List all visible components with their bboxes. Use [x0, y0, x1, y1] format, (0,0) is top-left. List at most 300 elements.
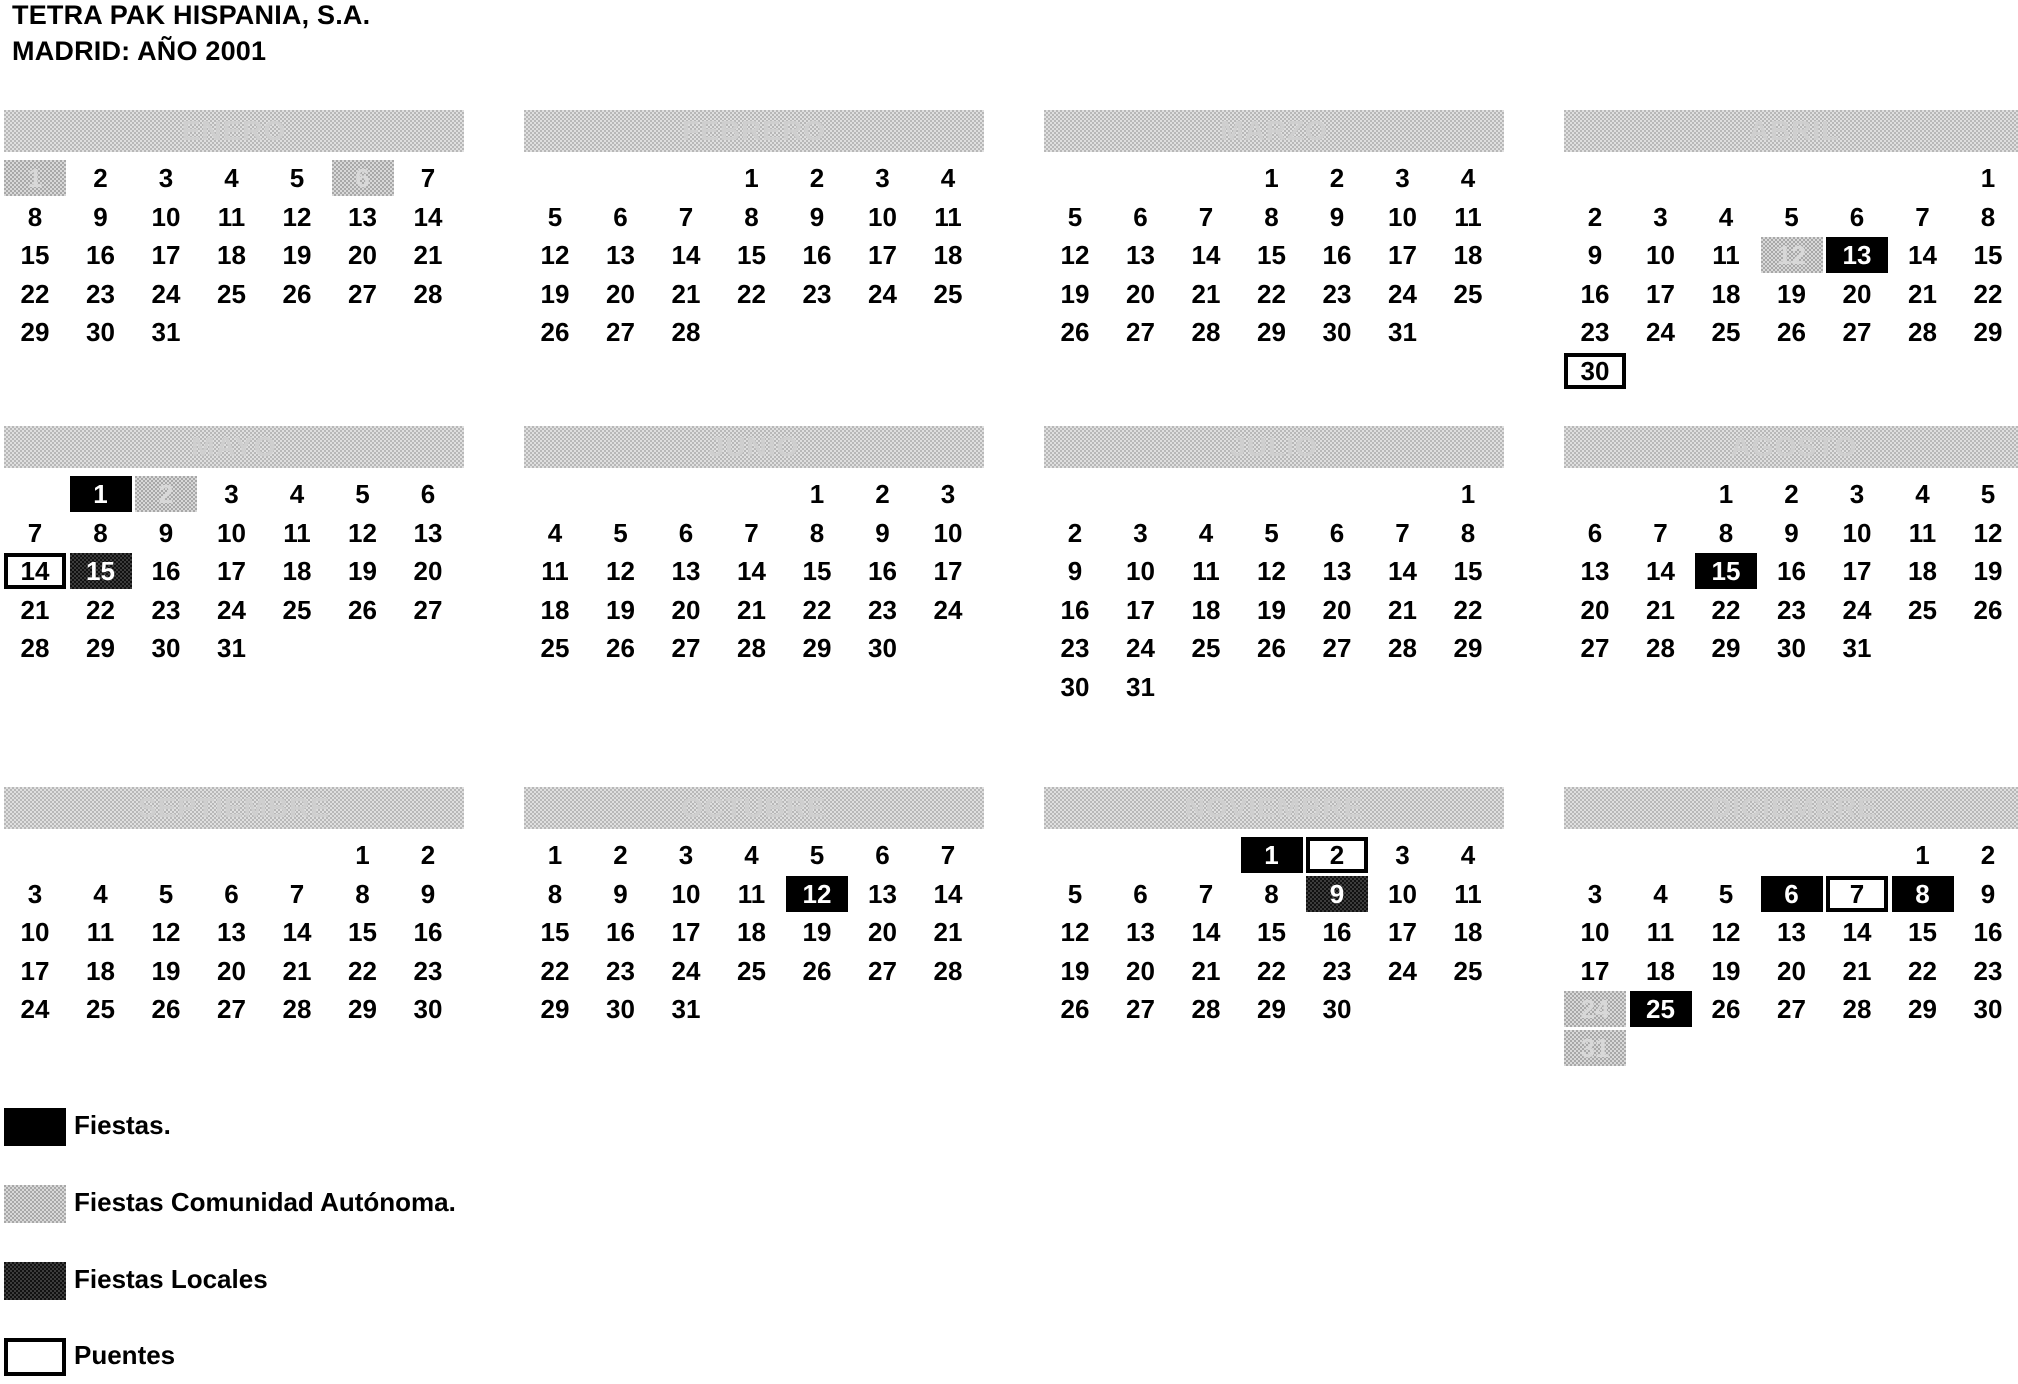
day-cell: 21: [282, 955, 312, 986]
day-cell: 26: [1711, 994, 1741, 1024]
day-cell: 9: [809, 201, 825, 232]
day-cell: 29: [1453, 633, 1483, 663]
day-cell: 2: [1980, 840, 1996, 870]
day-cell: 12: [606, 556, 635, 586]
day-cell: 8: [547, 878, 563, 909]
day-cell: 12: [282, 201, 312, 232]
month-header: SEPTIEMBRE: [4, 787, 464, 829]
day-cell: 20: [217, 955, 246, 986]
day-cell: 25: [1453, 955, 1483, 986]
day-cell: 16: [1777, 556, 1806, 586]
day-cell: 6: [613, 201, 628, 232]
day-cell: 24: [1388, 278, 1417, 309]
month-marzo: [1044, 110, 1504, 347]
day-cell: 14: [4, 553, 66, 589]
day-cell: 5: [355, 479, 370, 509]
month-noviembre: [1044, 787, 1504, 1024]
day-cell: 17: [151, 240, 181, 270]
month-julio: [1044, 426, 1504, 702]
legend-label: Fiestas Locales: [74, 1264, 268, 1294]
day-cell: 22: [1908, 955, 1937, 986]
day-cell: 25: [933, 278, 963, 309]
day-cell: 16: [1060, 594, 1090, 625]
day-cell: 28: [737, 633, 766, 663]
day-cell: 9: [1784, 517, 1799, 548]
day-cell: 2: [420, 840, 436, 870]
day-cell: 19: [151, 955, 181, 986]
day-cell: 24: [151, 278, 181, 309]
day-cell: 1: [744, 163, 759, 193]
day-cell: 1: [1241, 837, 1303, 873]
day-cell: 18: [933, 240, 963, 270]
day-cell: 27: [348, 278, 377, 309]
day-cell: 3: [158, 163, 174, 193]
day-cell: 23: [1580, 317, 1610, 347]
day-cell: 26: [1777, 317, 1806, 347]
day-cell: 3: [1395, 840, 1410, 870]
day-cell: 24: [1126, 633, 1155, 663]
day-cell: 14: [737, 556, 766, 586]
day-cell: 1: [547, 840, 563, 870]
day-cell: 31: [1842, 633, 1872, 663]
day-cell: 24: [933, 594, 963, 625]
day-cell: 11: [541, 556, 569, 586]
month-header: MARZO: [1044, 110, 1504, 152]
month-header: ABRIL: [1564, 110, 2018, 152]
day-cell: 29: [1908, 994, 1937, 1024]
day-cell: 30: [1777, 633, 1806, 663]
day-cell: 13: [1126, 240, 1155, 270]
day-cell: 10: [151, 201, 181, 232]
day-cell: 20: [671, 594, 701, 625]
day-cell: 14: [282, 917, 312, 947]
day-cell: 28: [1191, 317, 1221, 347]
day-cell: 20: [1777, 955, 1806, 986]
day-cell: 6: [875, 840, 890, 870]
day-cell: 17: [933, 556, 963, 586]
day-cell: 23: [1973, 955, 2003, 986]
month-header: DICIEMBRE: [1564, 787, 2018, 829]
day-cell: 1: [1264, 163, 1279, 193]
day-cell: 9: [1980, 878, 1996, 909]
day-cell: 11: [737, 878, 766, 909]
day-cell: 4: [940, 163, 956, 193]
day-cell: 4: [224, 163, 239, 193]
day-cell: 13: [348, 201, 377, 232]
month-abril: [1564, 110, 2018, 386]
day-cell: 27: [671, 633, 701, 663]
day-cell: 1: [355, 840, 370, 870]
day-cell: 8: [1980, 201, 1996, 232]
day-cell: 6: [1761, 876, 1823, 912]
day-cell: 16: [868, 556, 897, 586]
day-cell: 27: [217, 994, 246, 1024]
day-cell: 14: [1842, 917, 1872, 947]
day-cell: 31: [1126, 671, 1155, 702]
day-cell: 14: [671, 240, 701, 270]
day-cell: 23: [1777, 594, 1806, 625]
day-cell: 10: [217, 517, 246, 548]
day-cell: 15: [70, 553, 132, 589]
day-cell: 18: [540, 594, 570, 625]
day-cell: 18: [1908, 556, 1937, 586]
day-cell: 21: [1191, 278, 1221, 309]
day-cell: 2: [1306, 837, 1368, 873]
day-cell: 26: [1257, 633, 1286, 663]
day-cell: 21: [1191, 955, 1221, 986]
month-header: JULIO: [1044, 426, 1504, 468]
day-cell: 5: [1067, 201, 1083, 232]
day-cell: 25: [540, 633, 570, 663]
day-cell: 10: [20, 917, 50, 947]
day-cell: 13: [1322, 556, 1352, 586]
day-cell: 19: [282, 240, 312, 270]
month-octubre: [524, 787, 984, 1024]
day-cell: 25: [1908, 594, 1937, 625]
day-cell: 28: [1191, 994, 1221, 1024]
day-cell: 26: [282, 278, 312, 309]
day-cell: 17: [671, 917, 701, 947]
day-cell: 10: [1388, 201, 1417, 232]
day-cell: 6: [420, 479, 436, 509]
day-cell: 27: [1842, 317, 1872, 347]
day-cell: 28: [282, 994, 312, 1024]
day-cell: 20: [1126, 955, 1155, 986]
day-cell: 20: [606, 278, 635, 309]
day-cell: 22: [1711, 594, 1741, 625]
day-cell: 28: [1646, 633, 1675, 663]
day-cell: 7: [1653, 517, 1668, 548]
day-cell: 26: [1060, 317, 1090, 347]
day-cell: 31: [217, 633, 246, 663]
day-cell: 7: [289, 878, 305, 909]
day-cell: 17: [1388, 240, 1417, 270]
day-cell: 12: [1711, 917, 1741, 947]
day-cell: 8: [1718, 517, 1734, 548]
day-cell: 9: [1067, 556, 1083, 586]
day-cell: 20: [1126, 278, 1155, 309]
day-cell: 21: [1388, 594, 1417, 625]
day-cell: 24: [217, 594, 246, 625]
day-cell: 31: [671, 994, 701, 1024]
day-cell: 23: [1060, 633, 1090, 663]
day-cell: 20: [868, 917, 897, 947]
day-cell: 26: [1060, 994, 1090, 1024]
day-cell: 2: [1784, 479, 1799, 509]
day-cell: 25: [1711, 317, 1741, 347]
month-diciembre: [1564, 787, 2018, 1063]
day-cell: 6: [224, 878, 239, 909]
day-cell: 15: [20, 240, 50, 270]
day-cell: 28: [1388, 633, 1417, 663]
day-cell: 11: [283, 517, 311, 548]
day-cell: 18: [737, 917, 766, 947]
day-cell: 4: [1460, 163, 1476, 193]
day-cell: 17: [20, 955, 50, 986]
day-cell: 11: [934, 201, 962, 232]
day-cell: 22: [540, 955, 570, 986]
day-cell: 17: [1126, 594, 1155, 625]
day-cell: 5: [1067, 878, 1083, 909]
day-cell: 9: [420, 878, 436, 909]
day-cell: 2: [1067, 517, 1083, 548]
day-cell: 28: [1842, 994, 1872, 1024]
day-cell: 18: [1711, 278, 1741, 309]
day-cell: 8: [27, 201, 43, 232]
day-cell: 10: [1126, 556, 1155, 586]
day-cell: 5: [1264, 517, 1279, 548]
legend-swatch: [4, 1185, 66, 1223]
day-cell: 13: [606, 240, 635, 270]
day-cell: 26: [151, 994, 181, 1024]
day-cell: 30: [1322, 317, 1352, 347]
day-cell: 21: [671, 278, 701, 309]
day-cell: 6: [1587, 517, 1603, 548]
day-cell: 14: [1646, 556, 1675, 586]
day-cell: 10: [1646, 240, 1675, 270]
month-septiembre: [4, 787, 464, 1024]
day-cell: 1: [809, 479, 825, 509]
day-cell: 6: [1849, 201, 1865, 232]
day-cell: 23: [86, 278, 115, 309]
day-cell: 19: [802, 917, 832, 947]
day-cell: 3: [1587, 878, 1603, 909]
day-cell: 5: [547, 201, 563, 232]
day-cell: 11: [1712, 240, 1740, 270]
legend-swatch: [4, 1262, 66, 1300]
day-cell: 8: [1264, 201, 1279, 232]
day-cell: 6: [1329, 517, 1345, 548]
day-cell: 18: [217, 240, 246, 270]
day-cell: 19: [1711, 955, 1741, 986]
day-cell: 21: [933, 917, 963, 947]
day-cell: 11: [1454, 878, 1482, 909]
day-cell: 12: [1761, 237, 1823, 273]
day-cell: 8: [355, 878, 370, 909]
day-cell: 23: [606, 955, 635, 986]
day-cell: 2: [809, 163, 825, 193]
day-cell: 27: [1777, 994, 1806, 1024]
day-cell: 24: [1842, 594, 1872, 625]
day-cell: 4: [1460, 840, 1476, 870]
day-cell: 12: [348, 517, 377, 548]
month-header: MAYO: [4, 426, 464, 468]
day-cell: 27: [1126, 994, 1155, 1024]
day-cell: 15: [1908, 917, 1937, 947]
day-cell: 1: [1915, 840, 1930, 870]
day-cell: 20: [1322, 594, 1352, 625]
day-cell: 26: [606, 633, 635, 663]
day-cell: 2: [1587, 201, 1603, 232]
day-cell: 30: [413, 994, 443, 1024]
day-cell: 4: [744, 840, 759, 870]
day-cell: 14: [413, 201, 443, 232]
day-cell: 19: [1973, 556, 2003, 586]
day-cell: 17: [217, 556, 246, 586]
day-cell: 18: [1646, 955, 1675, 986]
day-cell: 7: [1395, 517, 1410, 548]
day-cell: 25: [737, 955, 766, 986]
day-cell: 15: [348, 917, 377, 947]
day-cell: 1: [4, 160, 66, 196]
day-cell: 22: [737, 278, 766, 309]
day-cell: 17: [1842, 556, 1872, 586]
day-cell: 19: [1060, 278, 1090, 309]
day-cell: 24: [1388, 955, 1417, 986]
day-cell: 15: [540, 917, 570, 947]
month-enero: [4, 110, 464, 347]
day-cell: 31: [151, 317, 181, 347]
day-cell: 21: [1842, 955, 1872, 986]
day-cell: 3: [1395, 163, 1410, 193]
day-cell: 5: [289, 163, 305, 193]
month-header: ENERO: [4, 110, 464, 152]
company-title: TETRA PAK HISPANIA, S.A.: [12, 0, 371, 30]
day-cell: 15: [1257, 917, 1286, 947]
day-cell: 24: [1564, 991, 1626, 1027]
day-cell: 7: [744, 517, 759, 548]
day-cell: 8: [93, 517, 108, 548]
day-cell: 2: [613, 840, 628, 870]
day-cell: 11: [217, 201, 246, 232]
day-cell: 7: [420, 163, 436, 193]
month-agosto: [1564, 426, 2018, 663]
day-cell: 6: [1133, 201, 1148, 232]
day-cell: 25: [86, 994, 115, 1024]
day-cell: 9: [158, 517, 174, 548]
day-cell: 22: [20, 278, 50, 309]
day-cell: 7: [27, 517, 43, 548]
legend-label: Fiestas Comunidad Autónoma.: [74, 1187, 456, 1217]
day-cell: 29: [1257, 317, 1286, 347]
day-cell: 2: [93, 163, 108, 193]
day-cell: 30: [1564, 353, 1626, 389]
day-cell: 21: [1646, 594, 1675, 625]
day-cell: 9: [875, 517, 890, 548]
day-cell: 10: [868, 201, 897, 232]
month-header: OCTUBRE: [524, 787, 984, 829]
day-cell: 8: [1264, 878, 1279, 909]
day-cell: 22: [348, 955, 377, 986]
day-cell: 19: [1060, 955, 1090, 986]
legend-label: Fiestas.: [74, 1110, 171, 1140]
day-cell: 28: [20, 633, 50, 663]
day-cell: 19: [606, 594, 635, 625]
day-cell: 16: [1973, 917, 2003, 947]
day-cell: 12: [1060, 917, 1090, 947]
day-cell: 14: [1191, 917, 1221, 947]
day-cell: 12: [151, 917, 181, 947]
day-cell: 23: [151, 594, 181, 625]
day-cell: 22: [1453, 594, 1483, 625]
day-cell: 27: [606, 317, 635, 347]
day-cell: 20: [348, 240, 377, 270]
day-cell: 11: [86, 917, 115, 947]
day-cell: 23: [413, 955, 443, 986]
day-cell: 17: [868, 240, 897, 270]
day-cell: 3: [940, 479, 956, 509]
day-cell: 26: [802, 955, 832, 986]
day-cell: 18: [86, 955, 115, 986]
day-cell: 19: [1257, 594, 1286, 625]
day-cell: 23: [1322, 955, 1352, 986]
day-cell: 30: [1322, 994, 1352, 1024]
day-cell: 30: [868, 633, 897, 663]
day-cell: 16: [606, 917, 635, 947]
month-header: FEBRERO: [524, 110, 984, 152]
day-cell: 4: [1718, 201, 1734, 232]
legend-swatch: [4, 1338, 66, 1376]
day-cell: 20: [413, 556, 443, 586]
month-header: JUNIO: [524, 426, 984, 468]
day-cell: 26: [348, 594, 377, 625]
day-cell: 5: [1784, 201, 1799, 232]
month-mayo: [4, 426, 464, 663]
day-cell: 19: [1777, 278, 1806, 309]
day-cell: 15: [737, 240, 766, 270]
day-cell: 30: [151, 633, 181, 663]
day-cell: 16: [1322, 917, 1352, 947]
day-cell: 2: [1329, 163, 1345, 193]
day-cell: 8: [1460, 517, 1476, 548]
day-cell: 16: [413, 917, 443, 947]
day-cell: 16: [86, 240, 115, 270]
day-cell: 21: [413, 240, 443, 270]
legend-label: Puentes: [74, 1340, 176, 1370]
day-cell: 13: [413, 517, 443, 548]
day-cell: 27: [413, 594, 443, 625]
day-cell: 3: [875, 163, 890, 193]
day-cell: 16: [1580, 278, 1610, 309]
day-cell: 18: [282, 556, 312, 586]
day-cell: 11: [1646, 917, 1675, 947]
day-cell: 10: [1580, 917, 1610, 947]
day-cell: 25: [1630, 991, 1692, 1027]
day-cell: 3: [678, 840, 694, 870]
day-cell: 13: [1126, 917, 1155, 947]
day-cell: 27: [1322, 633, 1352, 663]
day-cell: 9: [1329, 201, 1345, 232]
day-cell: 16: [151, 556, 181, 586]
day-cell: 25: [217, 278, 246, 309]
day-cell: 5: [1718, 878, 1734, 909]
day-cell: 13: [1580, 556, 1610, 586]
day-cell: 5: [809, 840, 825, 870]
day-cell: 2: [875, 479, 890, 509]
day-cell: 6: [678, 517, 694, 548]
day-cell: 17: [1388, 917, 1417, 947]
day-cell: 29: [1711, 633, 1741, 663]
day-cell: 13: [671, 556, 701, 586]
day-cell: 4: [1198, 517, 1214, 548]
day-cell: 1: [70, 476, 132, 512]
day-cell: 29: [1257, 994, 1286, 1024]
day-cell: 15: [1973, 240, 2003, 270]
location-year-title: MADRID: AÑO 2001: [12, 36, 267, 66]
day-cell: 11: [1192, 556, 1220, 586]
day-cell: 31: [1388, 317, 1417, 347]
day-cell: 23: [802, 278, 832, 309]
day-cell: 3: [224, 479, 239, 509]
day-cell: 26: [540, 317, 570, 347]
day-cell: 4: [547, 517, 563, 548]
day-cell: 22: [1973, 278, 2003, 309]
month-junio: [524, 426, 984, 663]
day-cell: 28: [671, 317, 701, 347]
day-cell: 9: [1587, 240, 1603, 270]
day-cell: 3: [1849, 479, 1865, 509]
day-cell: 28: [413, 278, 443, 309]
